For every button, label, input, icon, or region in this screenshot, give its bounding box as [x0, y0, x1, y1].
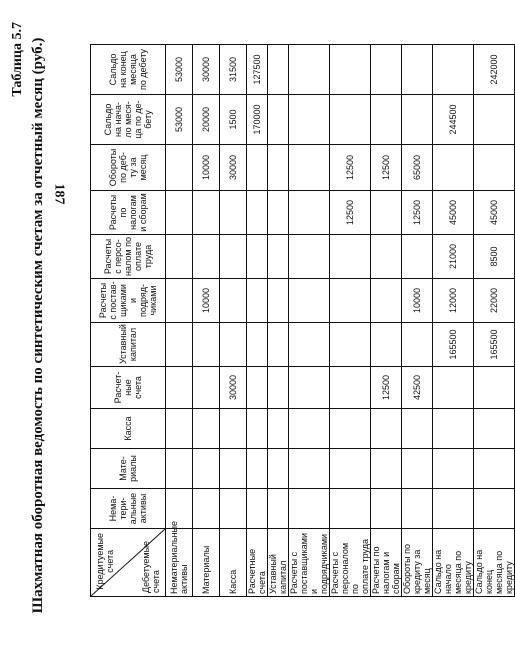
- row-header: Расчетные счета: [247, 529, 268, 597]
- table-cell: [474, 145, 515, 191]
- table-cell: [289, 45, 330, 95]
- table-cell: [289, 489, 330, 529]
- table-cell: [247, 191, 268, 235]
- table-row: [433, 45, 474, 597]
- table-cell: [166, 323, 193, 367]
- table-cell: [193, 449, 220, 489]
- table-cell: [166, 145, 193, 191]
- table-cell: 12500: [371, 145, 402, 191]
- table-cell: [402, 409, 433, 449]
- table-cell: [247, 489, 268, 529]
- table-cell: [166, 235, 193, 279]
- header-row: [91, 45, 166, 597]
- table-cell: [433, 367, 474, 409]
- column-header: Касса: [91, 409, 166, 449]
- credit-accounts-label: Кредитуемые счета: [95, 533, 115, 590]
- table-cell: [220, 191, 247, 235]
- table-cell: 22000: [474, 279, 515, 323]
- table-cell: [474, 95, 515, 145]
- table-cell: [268, 145, 289, 191]
- column-header: Расчет- ные счета: [91, 367, 166, 409]
- table-cell: [247, 449, 268, 489]
- table-body: [166, 45, 515, 597]
- table-cell: [166, 449, 193, 489]
- table-cell: [268, 45, 289, 95]
- table-cell: 165500: [433, 323, 474, 367]
- table-cell: [402, 95, 433, 145]
- table-cell: [330, 323, 371, 367]
- table-row: [220, 45, 247, 597]
- table-cell: 21000: [433, 235, 474, 279]
- row-header: Нематериальные активы: [166, 529, 193, 597]
- table-cell: [193, 191, 220, 235]
- table-cell: 65000: [402, 145, 433, 191]
- table-cell: 12500: [371, 367, 402, 409]
- table-cell: 30000: [220, 145, 247, 191]
- table-cell: [247, 279, 268, 323]
- table-cell: [330, 367, 371, 409]
- table-cell: 45000: [474, 191, 515, 235]
- table-cell: [193, 235, 220, 279]
- table-cell: [330, 45, 371, 95]
- table-cell: 12500: [402, 191, 433, 235]
- table-cell: [268, 279, 289, 323]
- table-cell: 12500: [330, 145, 371, 191]
- table-cell: [289, 279, 330, 323]
- column-header: Нема- тери- альные активы: [91, 489, 166, 529]
- table-row: [371, 45, 402, 597]
- table-cell: 30000: [193, 45, 220, 95]
- table-cell: [474, 489, 515, 529]
- table-cell: [289, 409, 330, 449]
- column-header: Расчеты с персо- налом по оплате труда: [91, 235, 166, 279]
- table-number: Таблица 5.7: [10, 22, 25, 97]
- column-header: Расчеты с постав- щиками и подряд- чиками: [91, 279, 166, 323]
- table-cell: [371, 323, 402, 367]
- table-cell: [289, 235, 330, 279]
- table-cell: 53000: [166, 95, 193, 145]
- table-cell: [247, 367, 268, 409]
- table-cell: [193, 409, 220, 449]
- row-header: Касса: [220, 529, 247, 597]
- column-header: Уставный капитал: [91, 323, 166, 367]
- table-cell: [268, 367, 289, 409]
- page-number: 187: [51, 183, 67, 205]
- column-header: Сальдо на конец месяца по дебету: [91, 45, 166, 95]
- table-cell: [289, 191, 330, 235]
- table-cell: [433, 449, 474, 489]
- table-cell: [268, 449, 289, 489]
- table-cell: [268, 235, 289, 279]
- table-cell: [402, 489, 433, 529]
- row-header: Сальдо на начало месяца по кредиту: [433, 529, 474, 597]
- table-cell: [330, 279, 371, 323]
- table-row: [193, 45, 220, 597]
- table-cell: [220, 279, 247, 323]
- table-cell: [247, 409, 268, 449]
- table-cell: 31500: [220, 45, 247, 95]
- table-cell: [402, 449, 433, 489]
- table-cell: [220, 235, 247, 279]
- table-cell: 20000: [193, 95, 220, 145]
- table-row: [247, 45, 268, 597]
- row-header: Материалы: [193, 529, 220, 597]
- table-cell: [402, 45, 433, 95]
- row-header: Обороты по кредиту за месяц: [402, 529, 433, 597]
- table-cell: 242000: [474, 45, 515, 95]
- row-header: Расчеты по налогам и сборам: [371, 529, 402, 597]
- table-caption: Шахматная оборотная ведомость по синтетическим счетам за отчетный месяц (руб.): [30, 37, 46, 614]
- table-cell: [371, 95, 402, 145]
- corner-cell: [91, 529, 166, 597]
- table-cell: [166, 367, 193, 409]
- table-cell: 165500: [474, 323, 515, 367]
- table-cell: [433, 409, 474, 449]
- table-cell: [247, 323, 268, 367]
- table-cell: [193, 367, 220, 409]
- table-cell: 30000: [220, 367, 247, 409]
- table-row: [474, 45, 515, 597]
- table-cell: [220, 489, 247, 529]
- table-cell: [433, 489, 474, 529]
- table-cell: 53000: [166, 45, 193, 95]
- table-cell: [371, 449, 402, 489]
- table-cell: [371, 489, 402, 529]
- table-cell: 42500: [402, 367, 433, 409]
- table-cell: [193, 323, 220, 367]
- table-row: [330, 45, 371, 597]
- table-cell: [220, 323, 247, 367]
- table-cell: [330, 489, 371, 529]
- table-cell: 244500: [433, 95, 474, 145]
- table-cell: 45000: [433, 191, 474, 235]
- debit-accounts-label: Дебетуемые счета: [141, 540, 161, 593]
- table-cell: 12500: [330, 191, 371, 235]
- table-row: [268, 45, 289, 597]
- table-cell: 10000: [402, 279, 433, 323]
- table-row: [402, 45, 433, 597]
- table-cell: [371, 409, 402, 449]
- table-cell: [402, 323, 433, 367]
- column-header: Мате- риалы: [91, 449, 166, 489]
- table-cell: [268, 191, 289, 235]
- table-cell: [474, 449, 515, 489]
- table-cell: [474, 409, 515, 449]
- table-cell: [433, 145, 474, 191]
- table-row: [166, 45, 193, 597]
- table-cell: [371, 45, 402, 95]
- table-cell: [268, 489, 289, 529]
- table-cell: 10000: [193, 145, 220, 191]
- row-header: Расчеты с поставщиками и подрядчиками: [289, 529, 330, 597]
- row-header: Сальдо на конец месяца по кредиту: [474, 529, 515, 597]
- table-cell: [289, 323, 330, 367]
- column-header: Сальдо на нача- ло меся- ца по де- бету: [91, 95, 166, 145]
- table-cell: [289, 367, 330, 409]
- table-cell: [220, 449, 247, 489]
- table-cell: [371, 235, 402, 279]
- table-cell: [289, 449, 330, 489]
- table-cell: [433, 45, 474, 95]
- table-cell: [220, 409, 247, 449]
- table-cell: [193, 489, 220, 529]
- table-cell: [289, 95, 330, 145]
- table-cell: 127500: [247, 45, 268, 95]
- table-cell: [402, 235, 433, 279]
- column-header: Расчеты по налогам и сборам: [91, 191, 166, 235]
- column-header: Обороты по деб- ту за месяц: [91, 145, 166, 191]
- table-cell: 170000: [247, 95, 268, 145]
- table-cell: [268, 95, 289, 145]
- table-cell: [268, 323, 289, 367]
- turnover-table: [90, 44, 515, 597]
- table-cell: 8500: [474, 235, 515, 279]
- table-cell: [166, 191, 193, 235]
- table-cell: [330, 409, 371, 449]
- table-cell: 1500: [220, 95, 247, 145]
- row-header: Расчеты с персоналом по оплате труда: [330, 529, 371, 597]
- row-header: Уставный капитал: [268, 529, 289, 597]
- table-cell: [247, 145, 268, 191]
- table-cell: [166, 279, 193, 323]
- table-cell: [330, 449, 371, 489]
- table-cell: [166, 409, 193, 449]
- table-cell: [474, 367, 515, 409]
- table-cell: [371, 279, 402, 323]
- table-cell: 12000: [433, 279, 474, 323]
- table-cell: [289, 145, 330, 191]
- table-cell: [247, 235, 268, 279]
- table-cell: [330, 235, 371, 279]
- table-row: [289, 45, 330, 597]
- table-cell: 10000: [193, 279, 220, 323]
- table-cell: [330, 95, 371, 145]
- table-cell: [268, 409, 289, 449]
- table-cell: [371, 191, 402, 235]
